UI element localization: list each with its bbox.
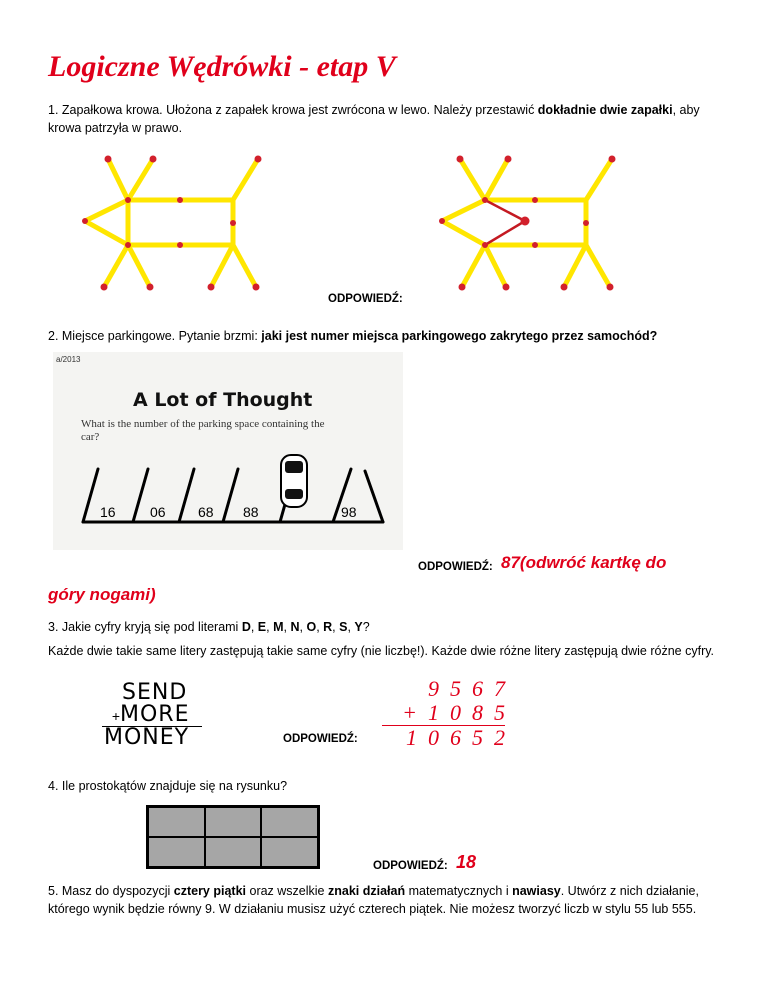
question-3-rules: Każde dwie takie same litery zastępują takie same cyfry (nie liczbę!). Każde dwie różne litery zastępują dwie różne cyfry. — [48, 644, 715, 658]
question-1-text — [48, 101, 720, 137]
q5-text: matematycznych i — [405, 884, 513, 898]
q5-bold: znaki działań — [328, 884, 406, 898]
q3-letter: O — [306, 620, 317, 634]
puzzle-line-more: MORE — [120, 702, 190, 727]
question-4-text: 4. Ile prostokątów znajduje się na rysunku? — [48, 779, 288, 793]
moved-matches — [485, 200, 525, 245]
grid-cell — [205, 807, 262, 837]
rectangles-grid — [146, 805, 320, 869]
q4-answer-value: 18 — [456, 852, 477, 872]
parking-photo — [53, 352, 403, 550]
photo-heading: A Lot of Thought — [133, 389, 313, 411]
q1-answer-label: ODPOWIEDŹ: — [328, 293, 403, 305]
q3-sep: , — [332, 620, 340, 634]
space-number: 06 — [150, 504, 166, 520]
question-5-text — [48, 882, 720, 918]
solution-line-1: 9 5 6 7 — [428, 676, 505, 701]
space-number: 68 — [198, 504, 214, 520]
q3-letter: R — [323, 620, 333, 634]
grid-cell — [261, 837, 318, 867]
match-heads-right — [439, 156, 616, 291]
q5-bold: nawiasy — [512, 884, 561, 898]
q5-text: oraz wszelkie — [246, 884, 328, 898]
q3-sep: , — [347, 620, 355, 634]
q4-answer-label: ODPOWIEDŹ: — [373, 860, 448, 872]
q1-text-a: 1. Zapałkowa krowa. Ułożona z zapałek krowa jest zwrócona w lewo. Należy przestawić — [48, 103, 538, 117]
q3-sep: , — [250, 620, 258, 634]
q3-letter: Y — [354, 620, 363, 634]
q2-text-a: 2. Miejsce parkingowe. Pytanie brzmi: — [48, 329, 262, 343]
match-heads-left — [82, 156, 262, 291]
matchstick-cows-figure — [40, 145, 680, 305]
solution-line-2: + 1 0 8 5 — [402, 700, 505, 725]
space-number: 98 — [341, 504, 357, 520]
grid-cell — [148, 837, 205, 867]
q3-text-end: ? — [362, 620, 370, 634]
q2-answer-value: 87(odwróć kartkę do — [501, 553, 667, 572]
parking-lot-drawing — [53, 447, 403, 547]
q2-answer-label: ODPOWIEDŹ: — [418, 561, 493, 573]
q5-text: 5. Masz do dyspozycji — [48, 884, 174, 898]
q3-letter: D — [241, 620, 251, 634]
grid-cell — [148, 807, 205, 837]
space-number: 16 — [100, 504, 116, 520]
q2-answer-continuation: góry nogami) — [48, 585, 156, 604]
q1-text-bold: dokładnie dwie zapałki — [537, 103, 673, 117]
puzzle-line-money: MONEY — [104, 725, 190, 750]
solution-line-3: 1 0 6 5 2 — [406, 725, 505, 750]
send-more-money-puzzle — [100, 682, 210, 749]
photo-question-line1: What is the number of the parking space containing the — [81, 418, 325, 430]
q3-sep: , — [316, 620, 324, 634]
q3-sep: , — [299, 620, 307, 634]
grid-cell — [261, 807, 318, 837]
q3-answer-label: ODPOWIEDŹ: — [283, 733, 358, 745]
q3-letter: E — [257, 620, 267, 634]
question-2-text — [48, 327, 728, 345]
q3-letter: S — [339, 620, 348, 634]
q3-letter: N — [290, 620, 300, 634]
q3-solution — [380, 677, 505, 750]
puzzle-line-send: SEND — [122, 680, 188, 705]
q1-text-b: , aby krowa patrzyła w prawo. — [48, 103, 700, 135]
q2-text-bold: jaki jest numer miejsca parkingowego zakrytego przez samochód? — [261, 329, 658, 343]
page-title: Logiczne Wędrówki - etap V — [48, 50, 396, 83]
q5-bold: cztery piątki — [173, 884, 247, 898]
photo-corner-note: a/2013 — [56, 355, 81, 364]
q3-sep: , — [283, 620, 291, 634]
grid-cell — [205, 837, 262, 867]
q3-text: 3. Jakie cyfry kryją się pod literami — [48, 620, 242, 634]
parked-car — [281, 455, 307, 507]
puzzle-plus: + — [111, 708, 120, 724]
q3-letter: M — [273, 620, 284, 634]
q3-sep: , — [266, 620, 274, 634]
space-number: 88 — [243, 504, 259, 520]
q5-text: . Utwórz z nich działanie, którego wynik będzie równy 9. W działaniu musisz użyć czterech piątek. Nie możesz tworzyć liczb w stylu 55 lub 555. — [48, 884, 699, 916]
photo-question-line2: car? — [81, 431, 100, 443]
question-3-text — [48, 618, 728, 636]
